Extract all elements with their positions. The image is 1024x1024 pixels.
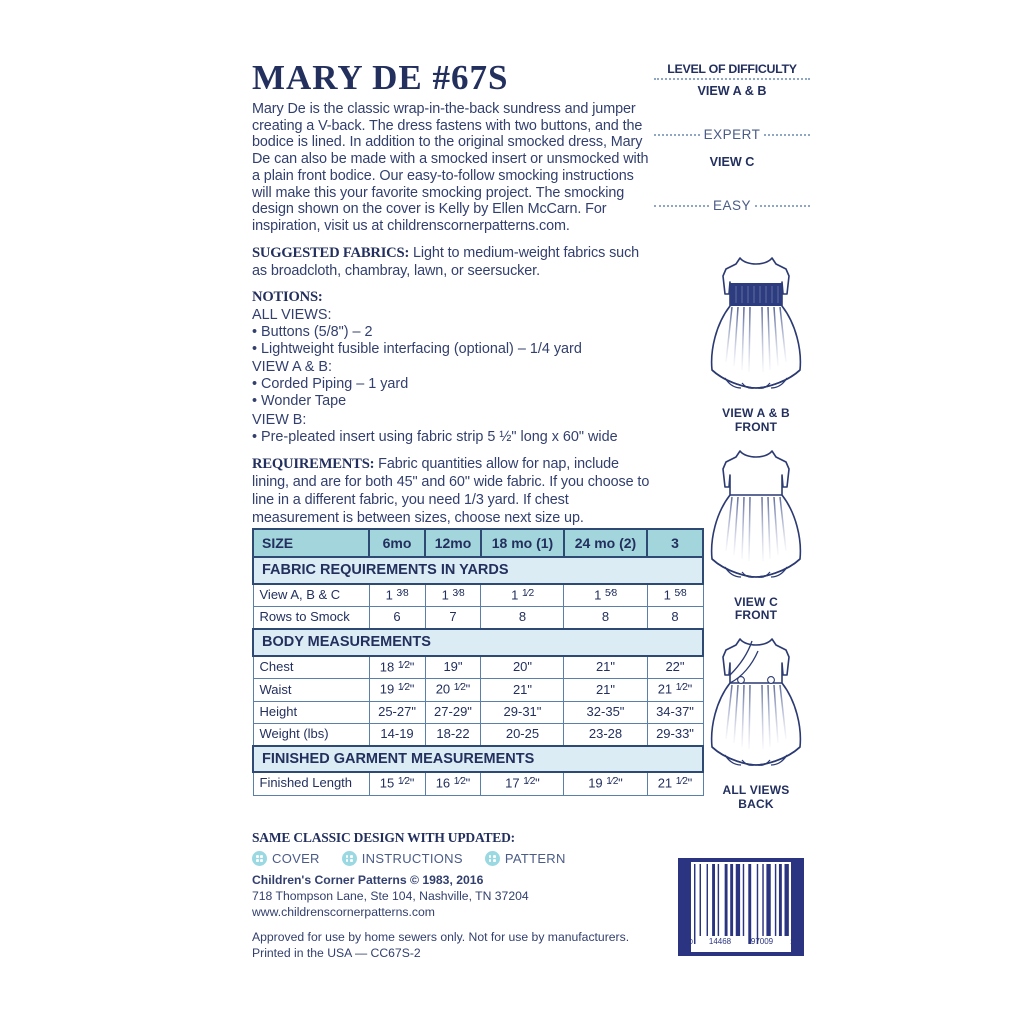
difficulty-entry-0 — [654, 84, 810, 142]
list-item: • Pre-pleated insert using fabric strip 5 ½" long x 60" wide — [252, 428, 618, 445]
spec-table — [252, 528, 704, 796]
table-section-row — [253, 746, 703, 773]
table-cell: 32-35" — [564, 701, 647, 723]
table-cell: 25-27" — [369, 701, 425, 723]
divider — [654, 134, 700, 136]
table-cell: 18 $^{1⁄2}$" — [369, 656, 425, 679]
table-header-cell: SIZE — [253, 529, 369, 557]
table-cell: 23-28 — [564, 723, 647, 745]
table-row-label: View A, B & C — [253, 584, 369, 607]
notions-label: NOTIONS: — [252, 288, 323, 305]
table-section-row — [253, 629, 703, 656]
thimble-icon — [705, 100, 729, 126]
table-cell: 21" — [564, 679, 647, 701]
table-header-row — [253, 529, 703, 557]
difficulty-rating-label: EASY — [712, 198, 752, 213]
dress-caption: VIEW A & B — [722, 406, 790, 420]
notions-block — [252, 289, 652, 446]
button-icon — [485, 851, 500, 866]
table-cell: 15 $^{1⁄2}$" — [369, 772, 425, 795]
table-row-label: Rows to Smock — [253, 607, 369, 629]
table-cell: 18-22 — [425, 723, 481, 745]
updated-title: SAME CLASSIC DESIGN WITH UPDATED: — [252, 830, 515, 845]
thimble-icon — [705, 171, 729, 197]
divider — [654, 78, 810, 80]
table-row — [253, 772, 703, 795]
table-row — [253, 656, 703, 679]
dress-illustration-view-c — [690, 443, 822, 624]
description-paragraph: Mary De is the classic wrap-in-the-back sundress and jumper creating a V-back. The dress fastens with two buttons, and the bodice is lined. In addition to the original smocked dress, Mary De can also be made with a smocked insert or unsmocked with a plain front bodice. Our easy-to-follow smocking instructions will make this your favorite smocking project. The smocking design shown on the cover is Kelly by Ellen McCarn. For inspiration, visit us at childrenscornerpatterns.com. — [252, 101, 649, 234]
table-row-label: Waist — [253, 679, 369, 701]
table-cell: 7 — [425, 607, 481, 629]
table-cell: 34-37" — [647, 701, 703, 723]
notions-group-heading-0: ALL VIEWS: — [252, 306, 332, 323]
notions-list-1 — [252, 376, 652, 411]
table-section-title: BODY MEASUREMENTS — [253, 629, 703, 656]
table-cell: 8 — [481, 607, 564, 629]
requirements-text: Fabric quantities allow for nap, include lining, and are for both 45" and 60" wide fabric. If you choose to line in a different fabric, you need 1/3 yard. If chest measurement is between sizes, choose next size up. — [252, 456, 650, 527]
divider — [654, 205, 709, 207]
thimble-icon — [765, 100, 789, 126]
thimble-icon — [675, 171, 699, 197]
table-row-label: Finished Length — [253, 772, 369, 795]
table-cell: 1 $^{1⁄2}$ — [481, 584, 564, 607]
table-row — [253, 584, 703, 607]
table-row — [253, 679, 703, 701]
table-header-cell: 12mo — [425, 529, 481, 557]
svg-text:14468: 14468 — [708, 937, 732, 946]
difficulty-entry-1 — [654, 155, 810, 213]
table-row — [253, 607, 703, 629]
dress-caption: VIEW C — [734, 594, 778, 609]
table-cell: 27-29" — [425, 701, 481, 723]
updated-items-row — [252, 851, 682, 866]
difficulty-header: LEVEL OF DIFFICULTY — [667, 62, 797, 76]
difficulty-view-label: VIEW C — [709, 155, 755, 169]
table-cell: 8 — [647, 607, 703, 629]
table-cell: 19 $^{1⁄2}$" — [564, 772, 647, 795]
table-header-cell: 18 mo (1) — [481, 529, 564, 557]
table-cell: 20" — [481, 656, 564, 679]
table-section-title: FINISHED GARMENT MEASUREMENTS — [253, 746, 703, 773]
updated-item-instructions — [342, 851, 463, 866]
spacer — [654, 142, 810, 155]
table-cell: 1 $^{3⁄8}$ — [425, 584, 481, 607]
difficulty-rating-label: EXPERT — [703, 127, 761, 142]
thimble-icon — [735, 100, 759, 126]
dress-front-plain-icon — [696, 443, 816, 591]
table-section-row — [253, 557, 703, 584]
suggested-fabrics-block — [252, 244, 652, 280]
thimble-icon — [765, 171, 789, 197]
table-row-label: Height — [253, 701, 369, 723]
list-item: • Corded Piping – 1 yard — [252, 376, 409, 393]
table-cell: 16 $^{1⁄2}$" — [425, 772, 481, 795]
thimble-icon — [675, 100, 699, 126]
thimble-rating-0 — [654, 100, 810, 126]
footer — [252, 872, 682, 961]
table-header-cell: 3 — [647, 529, 703, 557]
table-cell: 29-33" — [647, 723, 703, 745]
table-section-title: FABRIC REQUIREMENTS IN YARDS — [253, 557, 703, 584]
table-row-label: Chest — [253, 656, 369, 679]
updated-item-label: INSTRUCTIONS — [361, 851, 463, 866]
left-column — [252, 60, 652, 527]
table-cell: 20-25 — [481, 723, 564, 745]
table-cell: 19" — [425, 656, 481, 679]
footer-legal — [252, 929, 682, 961]
notions-list-2 — [252, 429, 652, 446]
dress-back-vwrap-icon — [696, 631, 816, 779]
notions-group-heading-2: VIEW B: — [252, 411, 307, 428]
table-header-cell: 24 mo (2) — [564, 529, 647, 557]
table-cell: 21 $^{1⁄2}$" — [647, 679, 703, 701]
table-cell: 19 $^{1⁄2}$" — [369, 679, 425, 701]
svg-text:1: 1 — [790, 939, 794, 946]
table-cell: 8 — [564, 607, 647, 629]
footer-printed: Printed in the USA — CC67S-2 — [252, 946, 421, 961]
table-cell: 1 $^{5⁄8}$ — [647, 584, 703, 607]
suggested-fabrics-label: SUGGESTED FABRICS: — [252, 244, 410, 261]
notions-group-heading-1: VIEW A & B: — [252, 359, 332, 376]
dress-illustration-column — [690, 250, 822, 820]
footer-website: www.childrenscornerpatterns.com — [252, 905, 435, 920]
table-cell: 1 $^{5⁄8}$ — [564, 584, 647, 607]
page-title: MARY DE #67S — [252, 58, 509, 97]
dress-illustration-view-a-b — [690, 250, 822, 435]
table-cell: 14-19 — [369, 723, 425, 745]
dress-caption: ALL VIEWS — [722, 783, 790, 798]
difficulty-rating-row-0 — [654, 127, 810, 142]
footer-address: 718 Thompson Lane, Ste 104, Nashville, TN 37204 — [252, 889, 529, 904]
table-row — [253, 723, 703, 745]
difficulty-panel — [654, 62, 810, 213]
table-cell: 6 — [369, 607, 425, 629]
footer-company: Children's Corner Patterns © 1983, 2016 — [252, 873, 484, 887]
difficulty-rating-row-1 — [654, 198, 810, 213]
table-cell: 29-31" — [481, 701, 564, 723]
dress-caption-sub: FRONT — [734, 608, 778, 623]
table-cell: 20 $^{1⁄2}$" — [425, 679, 481, 701]
spec-table-body — [253, 529, 703, 795]
barcode — [678, 858, 804, 956]
table-cell: 21" — [481, 679, 564, 701]
list-item: • Buttons (5/8") – 2 — [252, 323, 373, 340]
divider — [755, 205, 810, 207]
requirements-label: REQUIREMENTS: — [252, 456, 375, 473]
divider — [764, 134, 810, 136]
table-cell: 21 $^{1⁄2}$" — [647, 772, 703, 795]
table-cell: 17 $^{1⁄2}$" — [481, 772, 564, 795]
barcode-icon — [678, 858, 804, 956]
svg-text:0: 0 — [689, 939, 693, 946]
dress-illustration-all-views-back — [690, 631, 822, 812]
list-item: • Lightweight fusible interfacing (optional) – 1/4 yard — [252, 340, 582, 357]
suggested-fabrics-text: Light to medium-weight fabrics such as broadcloth, chambray, lawn, or seersucker. — [252, 244, 640, 279]
button-icon — [342, 851, 357, 866]
footer-approval: Approved for use by home sewers only. Not for use by manufacturers. — [252, 930, 630, 945]
dress-front-smocked-icon — [696, 250, 816, 402]
table-row — [253, 701, 703, 723]
updated-section — [252, 830, 682, 866]
updated-item-cover — [252, 851, 320, 866]
updated-item-pattern — [485, 851, 566, 866]
updated-item-label: PATTERN — [504, 851, 566, 866]
updated-item-label: COVER — [272, 851, 320, 866]
thimble-icon — [735, 171, 759, 197]
difficulty-view-label: VIEW A & B — [697, 84, 767, 98]
table-cell: 1 $^{3⁄8}$ — [369, 584, 425, 607]
list-item: • Wonder Tape — [252, 393, 347, 410]
table-cell: 22" — [647, 656, 703, 679]
thimble-rating-1 — [654, 171, 810, 197]
spec-table-wrapper — [252, 528, 704, 796]
button-icon — [252, 851, 267, 866]
table-cell: 21" — [564, 656, 647, 679]
svg-text:97009: 97009 — [750, 937, 774, 946]
table-row-label: Weight (lbs) — [253, 723, 369, 745]
requirements-block — [252, 455, 652, 527]
notions-list-0 — [252, 324, 652, 359]
table-header-cell: 6mo — [369, 529, 425, 557]
dress-caption-sub: FRONT — [734, 419, 778, 434]
dress-caption-sub: BACK — [738, 796, 774, 811]
